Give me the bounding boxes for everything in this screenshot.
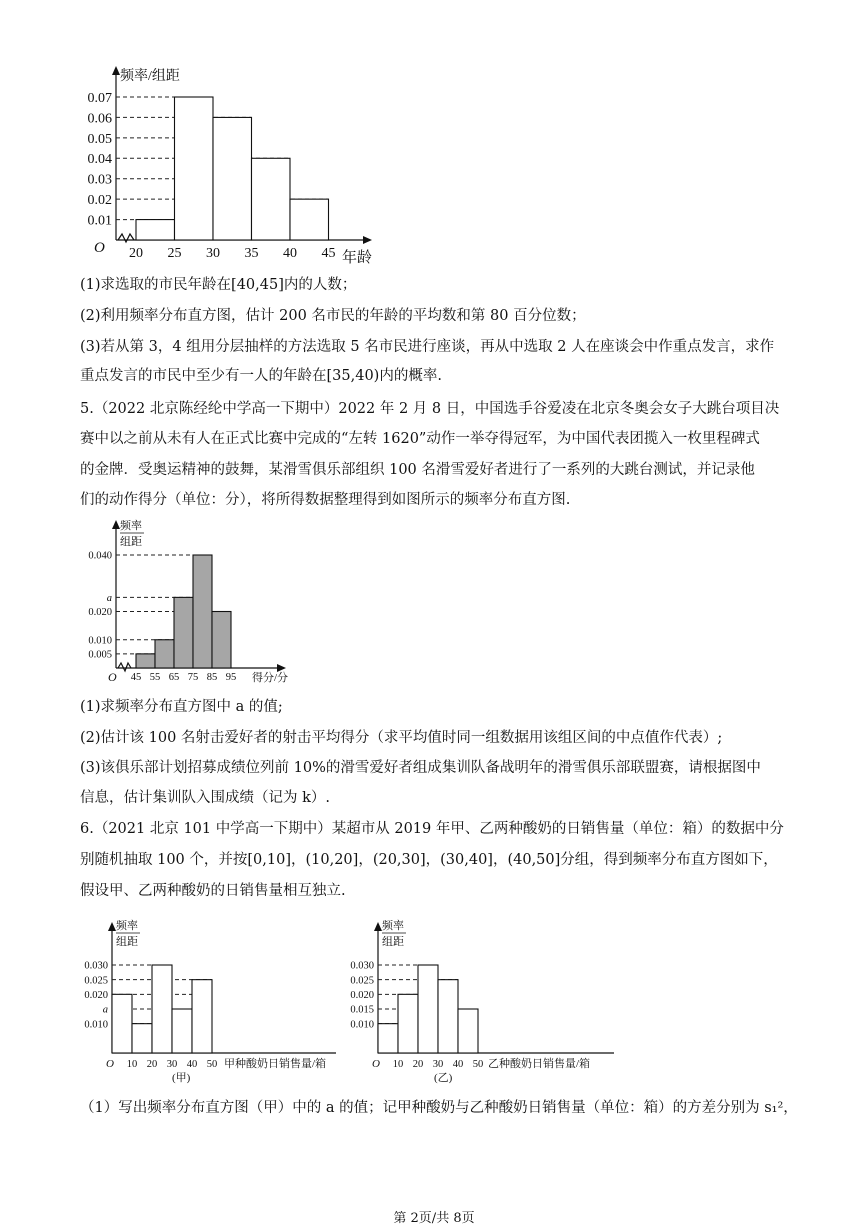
histogram-bar xyxy=(193,555,212,668)
x-tick-label: 45 xyxy=(130,672,142,683)
origin-label: O xyxy=(94,240,105,256)
y-tick-label: 0.02 xyxy=(87,193,112,209)
q5-stem-line4: 们的动作得分（单位：分），将所得数据整理得到如图所示的频率分布直方图. xyxy=(80,492,571,508)
y-tick-label: 0.005 xyxy=(88,649,112,661)
q5-part3-line2: 信息，估计集训队入围成绩（记为 k）. xyxy=(80,790,331,806)
q6-part1: （1）写出频率分布直方图（甲）中的 a 的值；记甲种酸奶与乙种酸奶日销售量（单位：箱）的方差分别为 s₁²， xyxy=(80,1100,798,1116)
q4-part1: (1)求选取的市民年龄在[40,45]内的人数； xyxy=(80,277,357,293)
histogram-bar xyxy=(152,965,172,1053)
axis-break xyxy=(118,234,134,242)
x-tick-label: 50 xyxy=(472,1059,484,1070)
x-tick-label: 95 xyxy=(225,672,237,683)
ski-histogram xyxy=(80,515,300,690)
x-tick-label: 40 xyxy=(452,1059,464,1070)
histogram-bar xyxy=(458,1009,478,1053)
x-tick-label: 20 xyxy=(146,1059,158,1070)
q5-stem-line1: 5.（2022 北京陈经纶中学高一下期中）2022 年 2 月 8 日，中国选手谷爱凌在北京冬奥会女子大跳台项目决 xyxy=(80,401,780,417)
page-footer: 第 2页/共 8页 xyxy=(393,1211,475,1226)
histogram-bar xyxy=(252,158,291,240)
q5-part3-line1: (3)该俱乐部计划招募成绩位列前 10%的滑雪爱好者组成集训队备战明年的滑雪俱乐部联盟赛，请根据图中 xyxy=(80,760,761,776)
histogram-bar xyxy=(175,97,214,240)
x-axis-arrow xyxy=(277,664,286,672)
y-axis-title-bottom: 组距 xyxy=(382,936,404,948)
q5-stem-line2: 赛中以之前从未有人在正式比赛中完成的“左转 1620”动作一举夺得冠军，为中国代表团揽入一枚里程碑式 xyxy=(80,431,760,447)
age-histogram xyxy=(80,62,400,272)
x-tick-label: 50 xyxy=(206,1059,218,1070)
origin-label: O xyxy=(108,670,117,684)
x-tick-label: 10 xyxy=(392,1059,404,1070)
y-tick-label: 0.01 xyxy=(87,213,112,229)
y-tick-label: 0.040 xyxy=(88,550,112,562)
x-tick-label: 40 xyxy=(283,246,297,261)
q6-stem-line2: 别随机抽取 100 个，并按[0,10]，(10,20]，(20,30]，(30,40]，(40,50]分组，得到频率分布直方图如下， xyxy=(80,852,778,868)
q4-part3-line1: (3)若从第 3，4 组用分层抽样的方法选取 5 名市民进行座谈，再从中选取 2 人在座谈会中作重点发言，求作 xyxy=(80,339,775,355)
x-tick-label: 10 xyxy=(126,1059,138,1070)
histogram-bar xyxy=(438,980,458,1053)
milk-jia-histogram xyxy=(74,915,354,1090)
y-axis-arrow xyxy=(374,922,382,931)
histogram-bar xyxy=(378,1024,398,1053)
x-axis-title: 年龄 xyxy=(342,250,373,266)
y-axis-title-bottom: 组距 xyxy=(116,936,138,948)
y-tick-label: 0.025 xyxy=(350,975,374,987)
y-tick-label: 0.04 xyxy=(87,152,112,168)
origin-label: O xyxy=(372,1058,380,1070)
x-tick-label: 45 xyxy=(321,246,336,261)
x-tick-label: 40 xyxy=(186,1059,198,1070)
y-axis-title-bottom: 组距 xyxy=(120,536,142,548)
x-axis-arrow xyxy=(363,236,372,244)
y-axis-title-top: 频率 xyxy=(120,520,142,532)
y-tick-label: 0.020 xyxy=(88,607,112,619)
y-tick-label: 0.030 xyxy=(84,960,108,972)
x-tick-label: 75 xyxy=(187,672,199,683)
histogram-bar xyxy=(212,612,231,669)
y-axis-arrow xyxy=(108,922,116,931)
y-tick-label: 0.010 xyxy=(350,1019,374,1031)
q6-stem-line1: 6.（2021 北京 101 中学高一下期中）某超市从 2019 年甲、乙两种酸奶的日销售量（单位：箱）的数据中分 xyxy=(80,821,784,837)
histogram-bar xyxy=(136,654,155,668)
x-tick-label: 85 xyxy=(206,672,218,683)
y-axis-title-top: 频率 xyxy=(382,920,404,932)
histogram-bar xyxy=(132,1024,152,1053)
chart-caption: (甲) xyxy=(172,1072,191,1084)
y-tick-label: 0.06 xyxy=(87,111,112,127)
histogram-bar xyxy=(172,1009,192,1053)
y-axis-title: 频率/组距 xyxy=(120,69,180,84)
histogram-bar xyxy=(112,994,132,1053)
histogram-bar xyxy=(174,597,193,668)
y-tick-label: a xyxy=(106,593,112,605)
x-tick-label: 35 xyxy=(244,246,259,261)
q4-part3-line2: 重点发言的市民中至少有一人的年龄在[35,40)内的概率. xyxy=(80,368,442,384)
y-tick-label: 0.010 xyxy=(84,1019,108,1031)
y-tick-label: 0.03 xyxy=(87,172,112,188)
x-tick-label: 65 xyxy=(168,672,180,683)
y-axis-title-top: 频率 xyxy=(116,920,138,932)
x-tick-label: 30 xyxy=(432,1059,444,1070)
q5-part2: (2)估计该 100 名射击爱好者的射击平均得分（求平均值时同一组数据用该组区间的中点值作代表）; xyxy=(80,730,723,746)
histogram-bar xyxy=(213,117,252,240)
q5-stem-line3: 的金牌．受奥运精神的鼓舞，某滑雪俱乐部组织 100 名滑雪爱好者进行了一系列的大跳台测试，并记录他 xyxy=(80,462,755,478)
y-tick-label: 0.05 xyxy=(87,131,112,147)
histogram-bar xyxy=(192,980,212,1053)
x-tick-label: 55 xyxy=(149,672,161,683)
y-tick-label: 0.025 xyxy=(84,975,108,987)
q4-part2: (2)利用频率分布直方图，估计 200 名市民的年龄的平均数和第 80 百分位数； xyxy=(80,308,586,324)
chart-caption: (乙) xyxy=(434,1072,453,1084)
histogram-bar xyxy=(290,199,329,240)
y-tick-label: 0.020 xyxy=(84,990,108,1002)
x-axis-title: 乙种酸奶日销售量/箱 xyxy=(488,1058,591,1070)
q5-part1: (1)求频率分布直方图中 a 的值; xyxy=(80,699,283,715)
origin-label: O xyxy=(106,1058,114,1070)
y-tick-label: 0.010 xyxy=(88,635,112,647)
histogram-bar xyxy=(155,640,174,668)
y-tick-label: 0.07 xyxy=(87,90,112,106)
histogram-bar xyxy=(136,220,175,240)
axis-break xyxy=(118,663,131,671)
x-axis-title: 得分/分 xyxy=(252,672,289,684)
y-tick-label: 0.030 xyxy=(350,960,374,972)
histogram-bar xyxy=(418,965,438,1053)
q6-stem-line3: 假设甲、乙两种酸奶的日销售量相互独立. xyxy=(80,883,346,899)
y-axis-arrow xyxy=(112,520,120,529)
y-tick-label: 0.020 xyxy=(350,990,374,1002)
histogram-bar xyxy=(398,994,418,1053)
y-tick-label: a xyxy=(102,1004,108,1016)
x-tick-label: 20 xyxy=(412,1059,424,1070)
x-axis-title: 甲种酸奶日销售量/箱 xyxy=(224,1058,327,1070)
y-axis-arrow xyxy=(112,66,120,75)
x-tick-label: 25 xyxy=(167,246,182,261)
x-tick-label: 30 xyxy=(206,246,220,261)
x-tick-label: 30 xyxy=(166,1059,178,1070)
milk-yi-histogram xyxy=(344,915,634,1090)
y-tick-label: 0.015 xyxy=(350,1004,374,1016)
x-tick-label: 20 xyxy=(129,246,143,261)
